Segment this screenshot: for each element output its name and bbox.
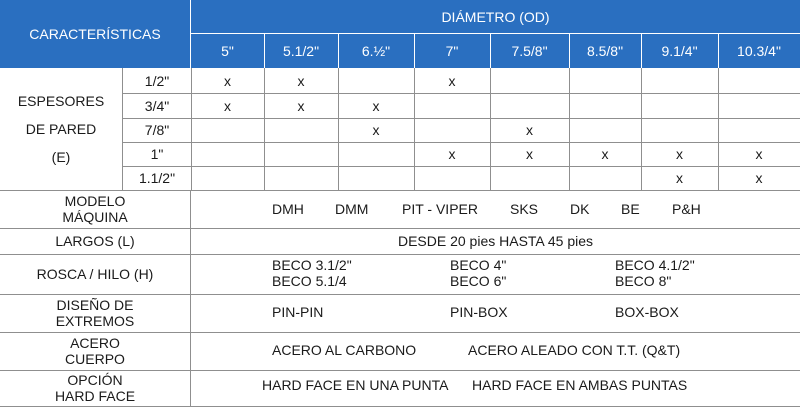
row-divider bbox=[0, 406, 800, 407]
availability-cell bbox=[569, 118, 641, 142]
header-divider bbox=[264, 34, 265, 68]
header-caracteristicas-label: CARACTERÍSTICAS bbox=[29, 26, 161, 42]
header-divider bbox=[490, 34, 491, 68]
hardface-option: HARD FACE EN UNA PUNTA bbox=[262, 377, 449, 393]
espesores-label-line-2: DE PARED bbox=[25, 121, 97, 137]
espesores-label-line-3: (E) bbox=[51, 149, 71, 165]
modelo-label-line-1: MODELO bbox=[64, 193, 126, 209]
availability-cell bbox=[191, 142, 264, 166]
machine-model: SKS bbox=[510, 201, 539, 217]
diameter-header-cell bbox=[191, 34, 264, 68]
availability-cell bbox=[191, 166, 264, 190]
diameter-header-cell bbox=[338, 34, 414, 68]
diameter-header-label: 10.3/4" bbox=[737, 43, 781, 59]
availability-cell bbox=[641, 142, 718, 166]
wall-size-label: 1" bbox=[150, 146, 164, 162]
espesores-label-line-1: ESPESORES bbox=[17, 93, 105, 109]
availability-mark: x bbox=[372, 97, 380, 114]
thread-type: BECO 4.1/2" bbox=[615, 257, 695, 273]
availability-cell bbox=[264, 68, 338, 93]
header-diametro-label: DIÁMETRO (OD) bbox=[441, 8, 550, 25]
diameter-header-label: 5" bbox=[221, 43, 234, 59]
availability-cell bbox=[490, 166, 569, 190]
acero-label bbox=[0, 332, 190, 370]
availability-cell bbox=[718, 118, 800, 142]
availability-cell bbox=[569, 166, 641, 190]
availability-cell bbox=[338, 142, 414, 166]
wall-size-label: 3/4" bbox=[144, 97, 170, 114]
availability-mark: x bbox=[297, 97, 305, 114]
availability-cell bbox=[569, 68, 641, 93]
col-divider bbox=[190, 190, 191, 406]
wall-size-label: 1/2" bbox=[144, 72, 170, 89]
availability-cell bbox=[569, 93, 641, 118]
thread-type: BECO 6" bbox=[450, 273, 507, 289]
header-divider bbox=[569, 34, 570, 68]
availability-mark: x bbox=[601, 146, 609, 162]
availability-cell bbox=[338, 118, 414, 142]
header-caracteristicas-cell bbox=[0, 0, 190, 68]
availability-cell bbox=[338, 166, 414, 190]
header-divider bbox=[338, 34, 339, 68]
wall-size-cell bbox=[123, 142, 191, 166]
diameter-header-cell bbox=[490, 34, 569, 68]
diameter-header-label: 5.1/2" bbox=[282, 43, 320, 59]
diseno-label-line-2: EXTREMOS bbox=[55, 313, 135, 329]
header-divider bbox=[641, 34, 642, 68]
availability-mark: x bbox=[676, 146, 683, 162]
largos-value-text: DESDE 20 pies HASTA 45 pies bbox=[397, 233, 594, 249]
rosca-label bbox=[0, 254, 190, 294]
availability-cell bbox=[191, 118, 264, 142]
availability-mark: x bbox=[224, 97, 231, 114]
header-divider bbox=[718, 34, 719, 68]
availability-mark: x bbox=[372, 122, 380, 138]
availability-mark: x bbox=[755, 170, 763, 186]
diameter-header-label: 8.5/8" bbox=[586, 43, 624, 59]
machine-model: P&H bbox=[672, 201, 701, 217]
header-divider bbox=[414, 34, 415, 68]
machine-model: BE bbox=[621, 201, 640, 217]
wall-size-cell bbox=[123, 93, 191, 118]
machine-model: DMM bbox=[335, 201, 369, 217]
thread-type: BECO 5.1/4 bbox=[272, 273, 347, 289]
availability-cell bbox=[718, 93, 800, 118]
availability-mark: x bbox=[224, 72, 231, 89]
thread-type: BECO 4" bbox=[450, 257, 507, 273]
diameter-header-cell bbox=[718, 34, 800, 68]
diameter-header-label: 7" bbox=[445, 43, 459, 59]
modelo-label bbox=[0, 190, 190, 228]
machine-model: DMH bbox=[272, 201, 304, 217]
largos-label-text: LARGOS (L) bbox=[55, 233, 135, 249]
body-steel: ACERO ALEADO CON T.T. (Q&T) bbox=[468, 342, 681, 358]
availability-cell bbox=[414, 68, 490, 93]
machine-model: PIT - VIPER bbox=[402, 201, 478, 217]
hardface-option: HARD FACE EN AMBAS PUNTAS bbox=[472, 377, 688, 393]
thread-type: BECO 8" bbox=[615, 273, 672, 289]
wall-size-cell bbox=[123, 68, 191, 93]
diameter-header-cell bbox=[414, 34, 490, 68]
availability-cell bbox=[641, 68, 718, 93]
availability-cell bbox=[264, 118, 338, 142]
availability-cell bbox=[414, 166, 490, 190]
thread-type: BECO 3.1/2" bbox=[272, 257, 352, 273]
diameter-header-label: 7.5/8" bbox=[511, 43, 548, 59]
availability-cell bbox=[264, 142, 338, 166]
wall-size-cell bbox=[123, 118, 191, 142]
availability-mark: x bbox=[676, 170, 683, 186]
availability-mark: x bbox=[526, 146, 533, 162]
diseno-label-line-1: DISEÑO DE bbox=[56, 297, 134, 313]
availability-cell bbox=[338, 68, 414, 93]
header-diametro-cell bbox=[191, 0, 800, 33]
end-design: BOX-BOX bbox=[615, 304, 679, 320]
availability-cell bbox=[490, 68, 569, 93]
espesores-label bbox=[0, 68, 122, 190]
diameter-header-label: 6.½" bbox=[361, 43, 391, 59]
availability-cell bbox=[641, 93, 718, 118]
availability-cell bbox=[490, 118, 569, 142]
end-design: PIN-PIN bbox=[272, 304, 324, 320]
opcion-label-line-1: OPCIÓN bbox=[67, 372, 123, 388]
opcion-label-line-2: HARD FACE bbox=[54, 388, 136, 404]
availability-cell bbox=[718, 166, 800, 190]
availability-mark: x bbox=[448, 146, 456, 162]
machine-model: DK bbox=[570, 201, 590, 217]
availability-mark: x bbox=[448, 72, 456, 89]
acero-label-line-2: CUERPO bbox=[65, 351, 125, 367]
availability-cell bbox=[490, 93, 569, 118]
availability-cell bbox=[414, 142, 490, 166]
availability-mark: x bbox=[526, 122, 533, 138]
availability-cell bbox=[191, 68, 264, 93]
availability-cell bbox=[569, 142, 641, 166]
availability-cell bbox=[490, 142, 569, 166]
wall-size-label: 7/8" bbox=[144, 122, 170, 138]
availability-mark: x bbox=[755, 146, 763, 162]
largos-value bbox=[191, 228, 800, 254]
availability-cell bbox=[414, 93, 490, 118]
modelo-label-line-2: MÁQUINA bbox=[62, 209, 128, 225]
end-design: PIN-BOX bbox=[450, 304, 508, 320]
diameter-header-label: 9.1/4" bbox=[661, 43, 698, 59]
wall-size-label: 1.1/2" bbox=[138, 170, 176, 186]
availability-mark: x bbox=[297, 72, 305, 89]
availability-cell bbox=[718, 142, 800, 166]
wall-size-cell bbox=[123, 166, 191, 190]
availability-cell bbox=[414, 118, 490, 142]
largos-label bbox=[0, 228, 190, 254]
availability-cell bbox=[641, 118, 718, 142]
diameter-header-cell bbox=[569, 34, 641, 68]
body-steel: ACERO AL CARBONO bbox=[272, 342, 417, 358]
availability-cell bbox=[264, 166, 338, 190]
availability-cell bbox=[641, 166, 718, 190]
acero-label-line-1: ACERO bbox=[70, 335, 120, 351]
rosca-label-text: ROSCA / HILO (H) bbox=[36, 266, 154, 282]
availability-cell bbox=[264, 93, 338, 118]
availability-cell bbox=[718, 68, 800, 93]
diseno-label bbox=[0, 294, 190, 332]
availability-cell bbox=[191, 93, 264, 118]
diameter-header-cell bbox=[641, 34, 718, 68]
availability-cell bbox=[338, 93, 414, 118]
opcion-label bbox=[0, 370, 190, 406]
diameter-header-cell bbox=[264, 34, 338, 68]
